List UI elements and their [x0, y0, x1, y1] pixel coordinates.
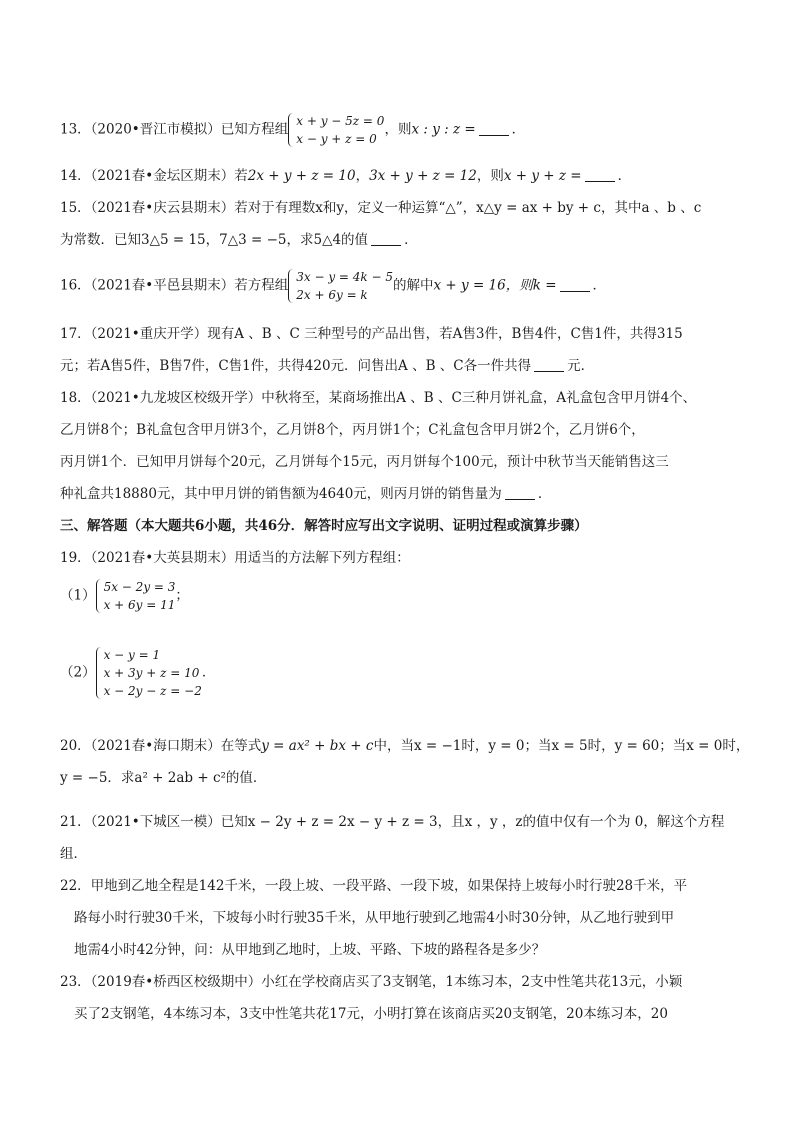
q13-equation-system [288, 112, 384, 148]
q14-prefix: 14．（2021春•金坛区期末）若 [60, 168, 248, 184]
question-18-line-3: 丙月饼1个．已知甲月饼每个20元，乙月饼每个15元，丙月饼每个100元，预计中秋节当天能销售这三 [60, 454, 669, 470]
q16-equation-system [288, 268, 393, 304]
question-14 [60, 164, 631, 184]
question-20-line-2: y = −5．求a² + 2ab + c²的值． [60, 770, 267, 786]
q16-eq2: 2x + 6y = k [296, 288, 368, 302]
q16-prefix: 16．（2021春•平邑县期末）若方程组 [60, 277, 289, 294]
q13-eq1: x + y − 5z = 0 [296, 114, 385, 128]
q15-line-2-text: 为常数．已知3△5 = 15，7△3 = −5，求5△4的值 [60, 232, 369, 248]
q19-part-2-end: ． [201, 664, 216, 681]
question-21-line-1: 21．（2021•下城区一模）已知x − 2y + z = 2x − y + z = 3，且x ，y ，z的值中仅有一个为 0，解这个方程 [60, 814, 725, 830]
q17-suffix: 元． [567, 358, 595, 374]
q19-part-2-system [96, 646, 202, 700]
q14-eq1: 2x + y + z = 10 [247, 168, 356, 184]
q20-line-1-eq: y = ax² + bx + c [261, 738, 374, 754]
q16-eq1: 3x − y = 4k − 5 [296, 270, 394, 284]
q20-line-1-b: 中，当x = −1时，y = 0；当x = 5时，y = 60；当x = 0时， [373, 738, 750, 754]
q19-p2-eq1: x − y = 1 [103, 648, 161, 662]
q14-mid: ，则 [476, 168, 504, 184]
q14-sep: ， [355, 168, 370, 184]
question-22-line-3: 地需4小时42分钟，问：从甲地到乙地时，上坡、平路、下坡的路程各是多少？ [74, 942, 546, 958]
q13-eq2: x − y + z = 0 [296, 132, 377, 146]
question-13 [60, 112, 525, 148]
q13-expr: x : y : z = [411, 121, 476, 138]
question-15-line-2 [60, 228, 418, 248]
q14-eq2: 3x + y + z = 12 [369, 168, 477, 184]
q14-answer-blank [585, 181, 615, 182]
q13-answer-blank [479, 135, 509, 136]
q20-line-1-a: 20．（2021春•海口期末）在等式 [60, 738, 262, 754]
q19-p2-eq2: x + 3y + z = 10 [103, 666, 200, 680]
q13-mid: ，则 [384, 121, 412, 138]
question-17-line-2 [60, 354, 594, 374]
q19-part-1-end: ； [175, 587, 189, 604]
q19-part-2-label: （2） [60, 664, 96, 681]
question-22-line-1: 22．甲地到乙地全程是142千米，一段上坡、一段平路、一段下坡，如果保持上坡每小时行驶28千米，平 [60, 878, 688, 894]
q19-part-1-system [96, 578, 176, 614]
question-18-line-2: 乙月饼8个；B礼盒包含甲月饼3个，乙月饼8个，丙月饼1个；C礼盒包含甲月饼2个，乙月饼6个， [60, 422, 645, 438]
question-20-line-1 [60, 734, 749, 754]
q16-answer-blank [560, 291, 590, 292]
q18-line-4-text: 种礼盒共18880元，其中甲月饼的销售额为4640元，则丙月饼的销售量为 [60, 486, 502, 502]
question-15-line-1: 15．（2021春•庆云县期末）若对于有理数x和y，定义一种运算“△”，x△y = ax + by + c，其中a 、b 、c [60, 200, 702, 216]
q19-part-1-label: （1） [60, 587, 96, 604]
q15-answer-blank [371, 245, 401, 246]
question-16 [60, 268, 606, 304]
q18-answer-blank [505, 499, 535, 500]
q13-suffix: ． [511, 121, 526, 138]
question-19-part-1 [60, 578, 189, 614]
q16-suffix: ． [592, 277, 607, 294]
q19-p1-eq2: x + 6y = 11 [103, 598, 176, 612]
question-18-line-1: 18．（2021•九龙坡区校级开学）中秋将至，某商场推出A 、B 、C三种月饼礼盒，A礼盒包含甲月饼4个、 [60, 390, 697, 406]
q15-suffix: ． [404, 232, 418, 248]
question-23-line-1: 23．（2019春•桥西区校级期中）小红在学校商店买了3支钢笔，1本练习本，2支中性笔共花13元，小颖 [60, 974, 683, 990]
q17-line-2-text: 元；若A售5件，B售7件，C售1件，共得420元．问售出A 、B 、C各一件共得 [60, 358, 532, 374]
q13-prefix: 13．（2020•晋江市模拟）已知方程组 [60, 121, 289, 138]
q18-suffix: ． [537, 486, 552, 502]
q19-p1-eq1: 5x − 2y = 3 [103, 580, 176, 594]
q19-p2-eq3: x − 2y − z = −2 [103, 684, 202, 698]
question-23-line-2: 买了2支钢笔，4本练习本，3支中性笔共花17元，小明打算在该商店买20支钢笔，20本练习本，20 [74, 1006, 668, 1022]
q17-answer-blank [534, 371, 564, 372]
question-19-part-2 [60, 646, 215, 700]
q14-suffix: ． [617, 168, 632, 184]
section-3-heading: 三、解答题（本大题共6小题，共46分．解答时应写出文字说明、证明过程或演算步骤） [60, 518, 588, 534]
q14-eq3: x + y + z = [503, 168, 582, 184]
question-19-title: 19．（2021春•大英县期末）用适当的方法解下列方程组： [60, 550, 410, 566]
question-22-line-2: 路每小时行驶30千米，下坡每小时行驶35千米，从甲地行驶到乙地需4小时30分钟，从乙地行驶到甲 [74, 910, 675, 926]
question-18-line-4 [60, 482, 551, 502]
question-17-line-1: 17．（2021•重庆开学）现有A 、B 、C 三种型号的产品出售，若A售3件，B售4件，C售1件，共得315 [60, 326, 683, 342]
question-21-line-2: 组． [60, 846, 87, 862]
q16-expr: x + y = 16，则k = [433, 277, 557, 294]
q16-mid: 的解中 [393, 277, 434, 294]
